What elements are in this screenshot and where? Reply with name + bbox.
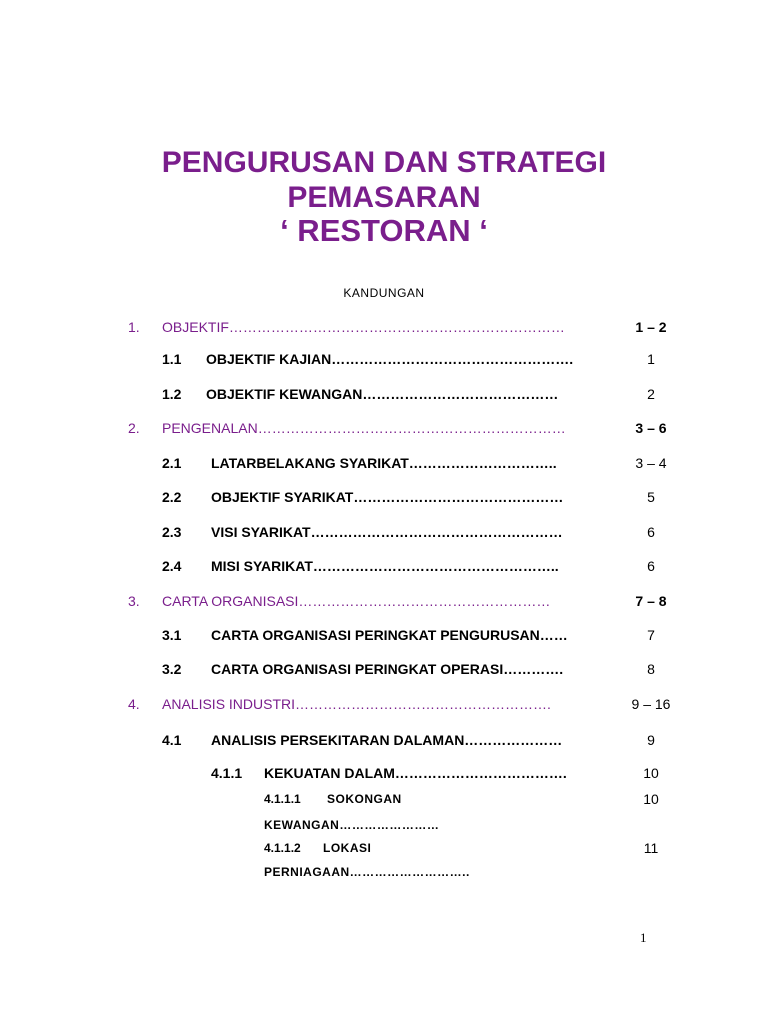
toc-page: 7 [647,627,655,643]
toc-number: 4. [128,696,140,712]
toc-entry [0,838,768,858]
toc-number: 4.1.1.2 [264,841,301,855]
toc-label: OBJEKTIF……………………………………………………………… [162,319,565,335]
toc-entry [0,591,768,611]
toc-entry [0,659,768,679]
toc-page: 1 [647,351,655,367]
toc-number: 4.1 [162,732,182,748]
toc-page: 8 [647,661,655,677]
toc-label: CARTA ORGANISASI PERINGKAT OPERASI…………. [211,661,564,677]
page-number: 1 [640,930,647,945]
toc-number: 4.1.1 [211,765,243,781]
toc-label: ANALISIS INDUSTRI………………………………………………. [162,696,551,712]
document-title-line-1: PENGURUSAN DAN STRATEGI [161,146,607,179]
toc-page: 5 [647,489,655,505]
toc-entry [0,418,768,438]
toc-number: 1.1 [162,351,182,367]
toc-label-continuation: KEWANGAN…………………… [264,818,440,832]
toc-page: 6 [647,524,655,540]
toc-page: 1 – 2 [635,319,667,335]
toc-label: KEKUATAN DALAM………………………………. [264,765,567,781]
toc-entry [0,694,768,714]
toc-number: 2.3 [162,524,182,540]
toc-entry [0,789,768,809]
toc-label: SOKONGAN [327,792,402,806]
toc-number: 1. [128,319,140,335]
toc-number: 3. [128,593,140,609]
toc-label: CARTA ORGANISASI PERINGKAT PENGURUSAN…… [211,627,568,643]
toc-number: 2.1 [162,455,182,471]
toc-page: 10 [643,765,659,781]
toc-number: 2.2 [162,489,182,505]
toc-label: OBJEKTIF SYARIKAT……………………………………… [211,489,564,505]
toc-number: 3.1 [162,627,182,643]
toc-label: ANALISIS PERSEKITARAN DALAMAN………………… [211,732,563,748]
toc-page: 7 – 8 [635,593,667,609]
toc-number: 4.1.1.1 [264,792,301,806]
toc-label-continuation: PERNIAGAAN……………………….. [264,865,470,879]
toc-label: LOKASI [323,841,372,855]
toc-page: 3 – 6 [635,420,667,436]
toc-label: OBJEKTIF KAJIAN……………………………………………. [206,351,574,367]
toc-page: 6 [647,558,655,574]
toc-label: VISI SYARIKAT……………………………………………… [211,524,563,540]
toc-entry-continuation [0,815,768,835]
toc-number: 1.2 [162,386,182,402]
document-title-line-2: PEMASARAN [287,181,481,214]
toc-label: OBJEKTIF KEWANGAN…………………………………… [206,386,559,402]
toc-entry [0,763,768,783]
toc-page: 11 [643,840,659,856]
toc-entry [0,453,768,473]
document-title-line-3: ‘ RESTORAN ‘ [280,213,488,248]
toc-entry [0,349,768,369]
toc-number: 2.4 [162,558,182,574]
toc-number: 2. [128,420,140,436]
toc-entry-continuation [0,862,768,882]
toc-label: LATARBELAKANG SYARIKAT………………………….. [211,455,557,471]
toc-page: 9 – 16 [631,696,671,712]
toc-page: 3 – 4 [635,455,667,471]
contents-heading: KANDUNGAN [343,286,425,300]
toc-page: 2 [647,386,655,402]
toc-entry [0,522,768,542]
toc-page: 9 [647,732,655,748]
toc-label: CARTA ORGANISASI……………………………………………… [162,593,551,609]
toc-entry [0,487,768,507]
toc-label: MISI SYARIKAT…………………………………………….. [211,558,559,574]
toc-entry [0,384,768,404]
toc-page: 10 [643,791,659,807]
toc-number: 3.2 [162,661,182,677]
toc-entry [0,556,768,576]
toc-entry [0,625,768,645]
toc-label: PENGENALAN………………………………………………………… [162,420,566,436]
toc-entry [0,730,768,750]
toc-entry [0,317,768,337]
